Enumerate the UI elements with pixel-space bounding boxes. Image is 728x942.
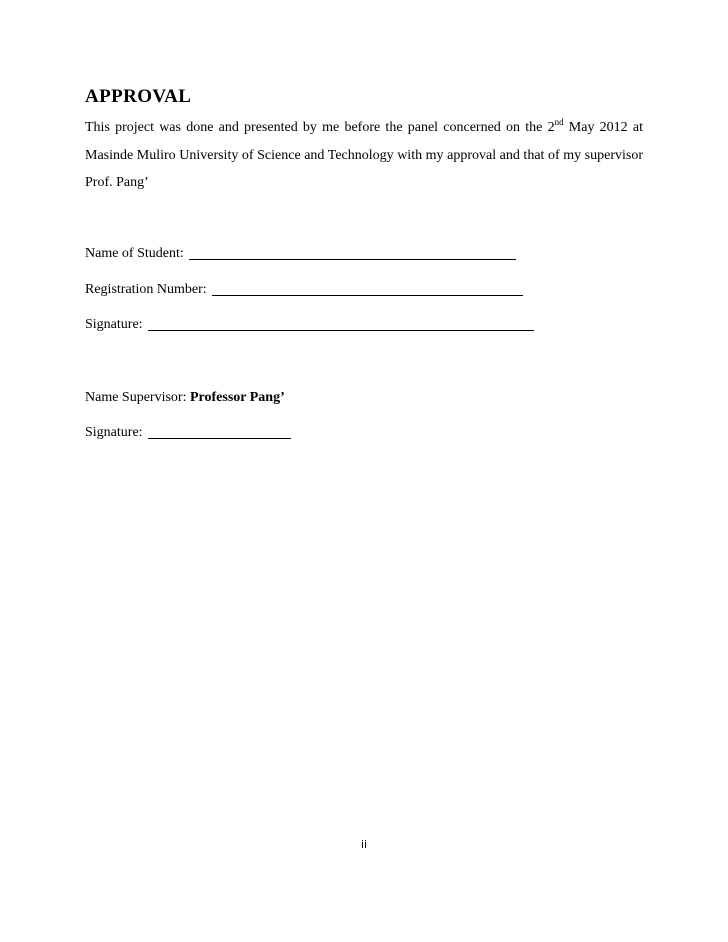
supervisor-signature-label: Signature: <box>85 425 143 440</box>
approval-section <box>85 86 643 211</box>
supervisor-name-label: Name Supervisor: <box>85 390 187 405</box>
student-signature-blank-line <box>148 316 534 331</box>
student-signature-label: Signature: <box>85 317 143 332</box>
statement-text-start: This project was done and presented by me before the panel concerned on the 2 <box>85 120 555 135</box>
approval-statement <box>85 114 643 197</box>
registration-number-field <box>85 281 523 299</box>
page-heading: APPROVAL <box>85 86 192 107</box>
student-name-label: Name of Student: <box>85 246 184 261</box>
supervisor-name-field <box>85 389 285 407</box>
supervisor-signature-field <box>85 424 291 442</box>
registration-number-label: Registration Number: <box>85 282 207 297</box>
student-name-field <box>85 245 516 263</box>
student-name-blank-line <box>189 245 516 260</box>
ordinal-suffix: nd <box>554 117 564 127</box>
student-signature-field <box>85 316 534 334</box>
statement-text-end: May 2012 at Masinde Muliro University of Science and Technology with my approval and that of my supervisor Prof. Pang’ <box>85 120 644 190</box>
supervisor-signature-blank-line <box>148 424 291 439</box>
supervisor-name-value: Professor Pang’ <box>189 390 285 405</box>
registration-number-blank-line <box>212 281 523 296</box>
page-number: ii <box>360 838 368 851</box>
